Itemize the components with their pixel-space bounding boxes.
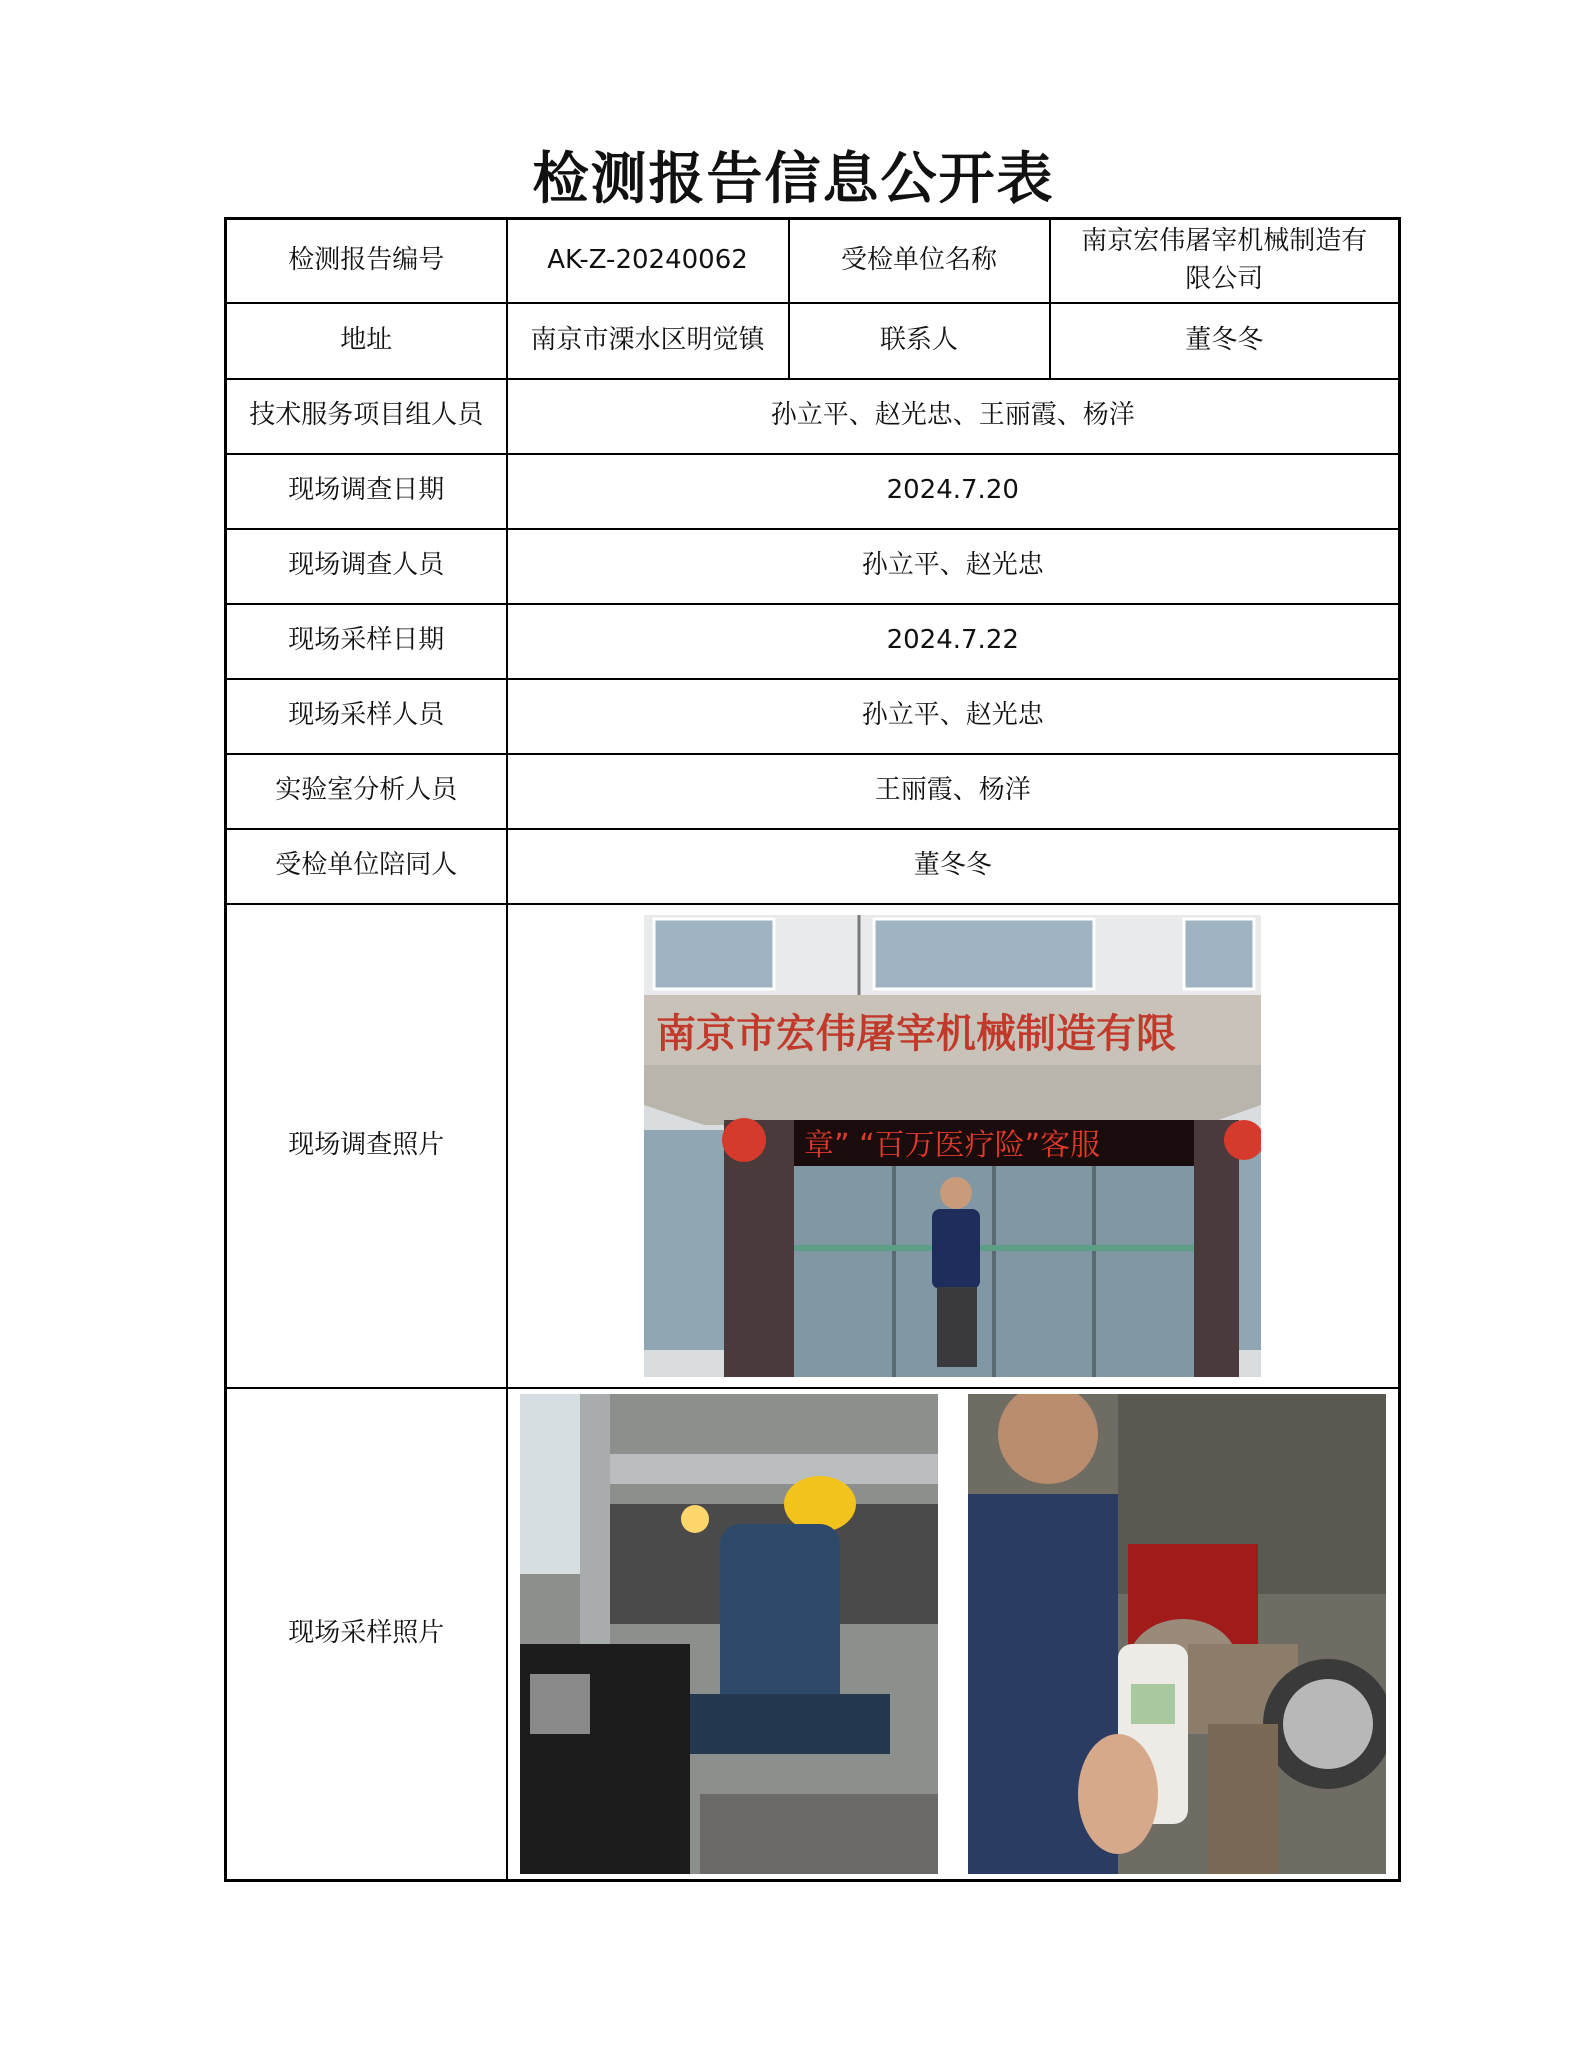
noise-meter-image (968, 1394, 1386, 1874)
table-row (226, 604, 1400, 679)
sample-staff-value: 孙立平、赵光忠 (507, 679, 1400, 754)
table-row (226, 904, 1400, 1388)
report-no-label: 检测报告编号 (226, 219, 507, 303)
sample-photo-grinder (968, 1394, 1386, 1874)
sample-date-label: 现场采样日期 (226, 604, 507, 679)
sign-text: 南京市宏伟屠宰机械制造有限 (656, 1009, 1177, 1057)
sample-date-value: 2024.7.22 (507, 604, 1400, 679)
table-row (226, 679, 1400, 754)
team-value: 孙立平、赵光忠、王丽霞、杨洋 (507, 379, 1400, 454)
table-row (226, 1388, 1400, 1881)
table-row (226, 454, 1400, 529)
sample-staff-label: 现场采样人员 (226, 679, 507, 754)
address-value: 南京市溧水区明觉镇 (507, 303, 789, 379)
page-title: 检测报告信息公开表 (532, 147, 1055, 212)
lab-staff-label: 实验室分析人员 (226, 754, 507, 829)
contact-label: 联系人 (789, 303, 1050, 379)
table-row (226, 529, 1400, 604)
led-text: 章” “百万医疗险”客服 (804, 1127, 1101, 1163)
welding-worker-image (520, 1394, 938, 1874)
unit-label: 受检单位名称 (789, 219, 1050, 303)
survey-photo-cell (507, 904, 1400, 1388)
escort-label: 受检单位陪同人 (226, 829, 507, 904)
survey-photo-label: 现场调查照片 (226, 904, 507, 1388)
survey-staff-label: 现场调查人员 (226, 529, 507, 604)
report-no-value: AK-Z-20240062 (507, 219, 789, 303)
sample-photo-welding (520, 1394, 938, 1874)
survey-photo (644, 915, 1261, 1377)
survey-staff-value: 孙立平、赵光忠 (507, 529, 1400, 604)
survey-date-value: 2024.7.20 (507, 454, 1400, 529)
address-label: 地址 (226, 303, 507, 379)
info-table (224, 217, 1401, 1882)
table-row (226, 219, 1400, 303)
lab-staff-value: 王丽霞、杨洋 (507, 754, 1400, 829)
table-row (226, 303, 1400, 379)
unit-value: 南京宏伟屠宰机械制造有限公司 (1050, 219, 1400, 303)
sample-photo-label: 现场采样照片 (226, 1388, 507, 1881)
building-entrance-image (644, 915, 1261, 1377)
sample-photo-cell (507, 1388, 1400, 1881)
contact-value: 董冬冬 (1050, 303, 1400, 379)
escort-value: 董冬冬 (507, 829, 1400, 904)
table-row (226, 379, 1400, 454)
table-row (226, 754, 1400, 829)
team-label: 技术服务项目组人员 (226, 379, 507, 454)
table-row (226, 829, 1400, 904)
sample-photo-pair (520, 1394, 1387, 1874)
survey-date-label: 现场调查日期 (226, 454, 507, 529)
